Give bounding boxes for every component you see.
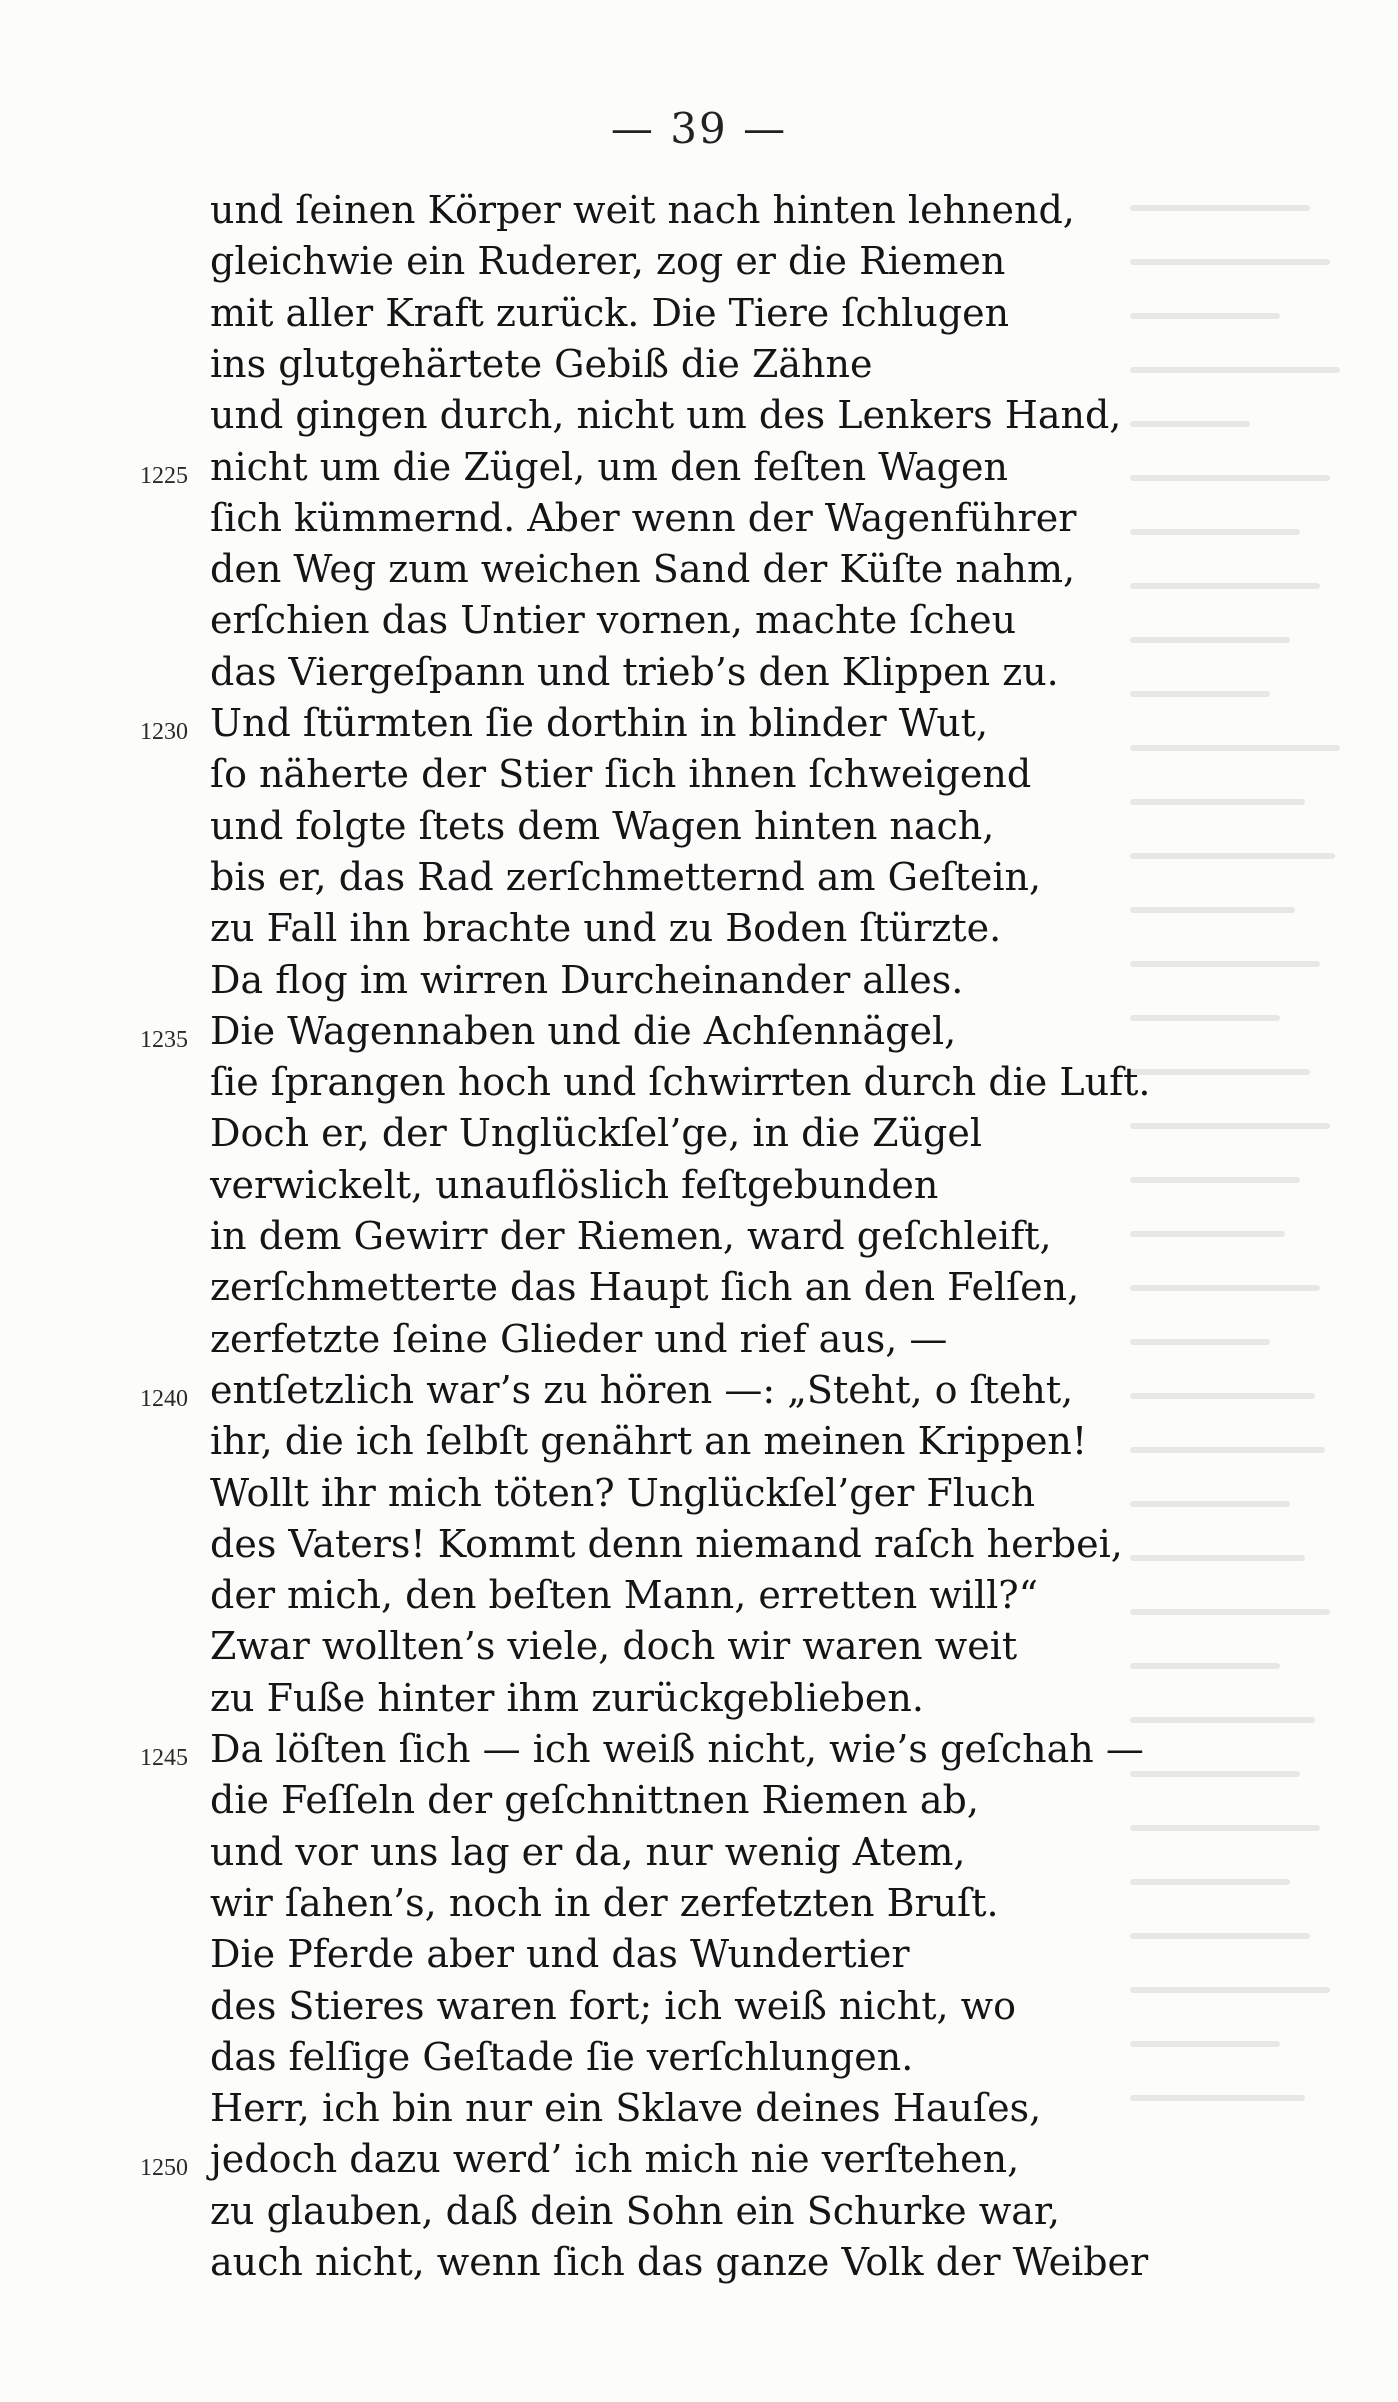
verse-line <box>0 1984 1398 2036</box>
verse-text: Doch er, der Unglückſel’ge, in die Zügel <box>210 1111 982 1156</box>
verse-text: mit aller Kraft zurück. Die Tiere ſchlugen <box>210 290 1010 335</box>
verse-line <box>0 547 1398 599</box>
verse-line <box>0 291 1398 343</box>
verse-line <box>0 2086 1398 2138</box>
verse-text: entſetzlich war’s zu hören —: „Steht, o ſteht, <box>210 1367 1074 1412</box>
verse-line <box>0 1419 1398 1471</box>
verse-line <box>0 1676 1398 1728</box>
verse-line <box>0 650 1398 702</box>
verse-text: bis er, das Rad zerſchmetternd am Geſtein, <box>210 854 1042 899</box>
verse-line <box>0 804 1398 856</box>
verse-line <box>0 393 1398 445</box>
verse-line <box>0 1624 1398 1676</box>
verse-line <box>0 2189 1398 2241</box>
verse-line <box>0 445 1398 497</box>
verse-text: Da flog im wirren Durcheinander alles. <box>210 957 964 1002</box>
verse-line <box>0 1471 1398 1523</box>
verse-text: das felſige Geſtade ſie verſchlungen. <box>210 2034 914 2079</box>
verse-line <box>0 2240 1398 2292</box>
verse-line <box>0 906 1398 958</box>
verse-line <box>0 1368 1398 1420</box>
verse-text: zu Fall ihn brachte und zu Boden ſtürzte. <box>210 906 1002 951</box>
verse-text: zerfetzte ſeine Glieder und rief aus, — <box>210 1316 948 1361</box>
verse-text: jedoch dazu werd’ ich mich nie verſtehen, <box>210 2137 1020 2182</box>
verse-text: zu glauben, daß dein Sohn ein Schurke war, <box>210 2188 1060 2233</box>
verse-text: des Vaters! Kommt denn niemand raſch herbei, <box>210 1521 1123 1566</box>
verse-text: zu Fuße hinter ihm zurückgeblieben. <box>210 1675 924 1720</box>
line-number: 1240 <box>140 1385 188 1412</box>
verse-text: Da löſten ſich — ich weiß nicht, wie’s geſchah — <box>210 1727 1144 1771</box>
verse-line <box>0 1163 1398 1215</box>
verse-line <box>0 2035 1398 2087</box>
verse-line <box>0 752 1398 804</box>
verse-line <box>0 958 1398 1010</box>
verse-text: verwickelt, unauflöslich feſtgebunden <box>210 1162 939 1207</box>
verse-line <box>0 188 1398 240</box>
verse-text: der mich, den beſten Mann, erretten will?“ <box>210 1573 1039 1618</box>
verse-text: das Viergeſpann und trieb’s den Klippen zu. <box>210 649 1059 694</box>
verse-text: wir ſahen’s, noch in der zerfetzten Bruſt. <box>210 1880 999 1925</box>
verse-text: und gingen durch, nicht um des Lenkers Hand, <box>210 393 1122 438</box>
verse-text: die Feſſeln der geſchnittnen Riemen ab, <box>210 1778 979 1823</box>
verse-line <box>0 1214 1398 1266</box>
verse-line <box>0 1778 1398 1830</box>
verse-line <box>0 1881 1398 1933</box>
verse-text: Und ſtürmten ſie dorthin in blinder Wut, <box>210 701 989 745</box>
verse-line <box>0 1932 1398 1984</box>
verse-text: ins glutgehärtete Gebiß die Zähne <box>210 341 873 386</box>
line-number: 1230 <box>140 719 188 745</box>
verse-line <box>0 598 1398 650</box>
verse-line <box>0 1830 1398 1882</box>
verse-line <box>0 1111 1398 1163</box>
line-number: 1250 <box>140 2155 188 2182</box>
verse-line <box>0 701 1398 753</box>
verse-line <box>0 1573 1398 1625</box>
verse-text: und vor uns lag er da, nur wenig Atem, <box>210 1829 966 1874</box>
verse-text: erſchien das Untier vornen, machte ſcheu <box>210 598 1017 643</box>
verse-text: ſich kümmernd. Aber wenn der Wagenführer <box>210 495 1077 540</box>
verse-line <box>0 1265 1398 1317</box>
verse-text: ſie ſprangen hoch und ſchwirrten durch die Luft. <box>210 1060 1151 1105</box>
line-number: 1245 <box>140 1745 188 1771</box>
verse-line <box>0 855 1398 907</box>
verse-text: Die Wagennaben und die Achſennägel, <box>210 1008 957 1053</box>
line-number: 1225 <box>140 462 188 489</box>
verse-line <box>0 239 1398 291</box>
verse-line <box>0 1060 1398 1112</box>
verse-text: nicht um die Zügel, um den feſten Wagen <box>210 444 1008 489</box>
verse-line <box>0 342 1398 394</box>
verse-text: gleichwie ein Ruderer, zog er die Riemen <box>210 239 1006 284</box>
page-number: — 39 — <box>610 104 788 153</box>
verse-text: Zwar wollten’s viele, doch wir waren weit <box>210 1624 1018 1669</box>
verse-text: in dem Gewirr der Riemen, ward geſchleift, <box>210 1214 1052 1258</box>
verse-text: zerſchmetterte das Haupt ſich an den Felſen, <box>210 1265 1080 1310</box>
verse-text: Die Pferde aber und das Wundertier <box>210 1932 910 1977</box>
verse-text: des Stieres waren fort; ich weiß nicht, wo <box>210 1983 1017 2028</box>
verse-text: den Weg zum weichen Sand der Küſte nahm, <box>210 547 1076 592</box>
verse-text: und ſeinen Körper weit nach hinten lehnend, <box>210 188 1075 232</box>
verse-text: Wollt ihr mich töten? Unglückſel’ger Fluch <box>210 1470 1036 1515</box>
verse-text: Herr, ich bin nur ein Sklave deines Hauſes, <box>210 2086 1042 2131</box>
verse-line <box>0 1317 1398 1369</box>
verse-text: auch nicht, wenn ſich das ganze Volk der Weiber <box>210 2240 1149 2284</box>
verse-text: und folgte ſtets dem Wagen hinten nach, <box>210 803 995 848</box>
verse-line <box>0 1727 1398 1779</box>
verse-text: ſo näherte der Stier ſich ihnen ſchweigend <box>210 752 1032 797</box>
verse-line <box>0 2137 1398 2189</box>
verse-text: ihr, die ich ſelbſt genährt an meinen Krippen! <box>210 1419 1088 1464</box>
verse-line <box>0 496 1398 548</box>
verse-line <box>0 1522 1398 1574</box>
line-number: 1235 <box>140 1026 188 1053</box>
verse-line <box>0 1009 1398 1061</box>
